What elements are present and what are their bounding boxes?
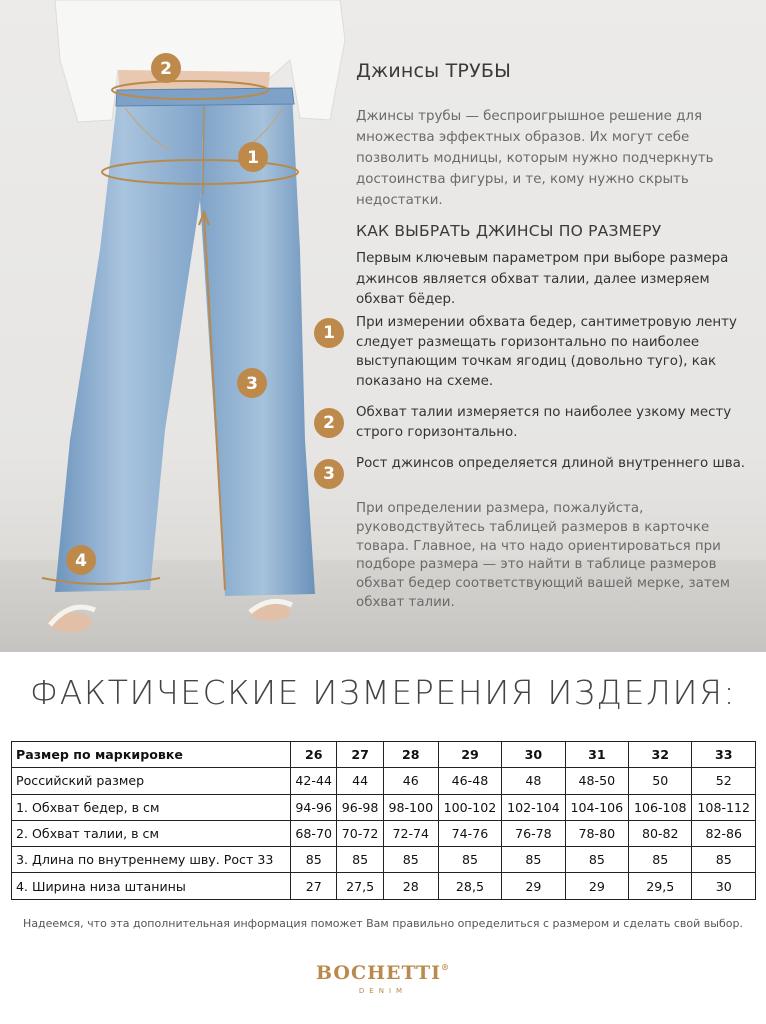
step-3-badge: 3: [314, 459, 344, 489]
table-cell: 85: [629, 847, 692, 873]
table-cell: 29: [502, 873, 565, 899]
header-cell: 29: [438, 742, 501, 768]
table-cell: 48: [502, 768, 565, 794]
table-cell: 30: [692, 873, 756, 899]
table-cell: 52: [692, 768, 756, 794]
marker-4: [66, 545, 96, 575]
header-cell: 28: [383, 742, 438, 768]
jeans-illustration: [0, 0, 360, 652]
table-cell: 85: [337, 847, 383, 873]
header-cell: 31: [565, 742, 628, 768]
table-cell: 46-48: [438, 768, 501, 794]
header-cell: 32: [629, 742, 692, 768]
row-label: 4. Ширина низа штанины: [12, 873, 291, 899]
table-cell: 68-70: [291, 820, 337, 846]
row-label: 1. Обхват бедер, в см: [12, 794, 291, 820]
table-cell: 85: [692, 847, 756, 873]
table-cell: 28: [383, 873, 438, 899]
step-1-badge: 1: [314, 318, 344, 348]
product-description: Джинсы трубы — беспроигрышное решение для множества эффектных образов. Их могут себе позволить модницы, которым нужно подчеркнуть достоинства фигуры, и те, кому нужно скрыть недостатки.: [356, 109, 714, 208]
table-cell: 106-108: [629, 794, 692, 820]
header-cell: 30: [502, 742, 565, 768]
howto-title: КАК ВЫБРАТЬ ДЖИНСЫ ПО РАЗМЕРУ: [356, 222, 662, 240]
table-cell: 74-76: [438, 820, 501, 846]
table-cell: 72-74: [383, 820, 438, 846]
table-cell: 44: [337, 768, 383, 794]
table-cell: 94-96: [291, 794, 337, 820]
table-row: [12, 820, 756, 846]
measurements-title: ФАКТИЧЕСКИЕ ИЗМЕРЕНИЯ ИЗДЕЛИЯ:: [29, 673, 737, 712]
size-table-header: [12, 742, 756, 768]
footnote: Надеемся, что эта дополнительная информация поможет Вам правильно определиться с размером и сделать свой выбор.: [23, 917, 743, 930]
table-cell: 42-44: [291, 768, 337, 794]
table-cell: 29,5: [629, 873, 692, 899]
marker-1: [238, 142, 268, 172]
table-cell: 70-72: [337, 820, 383, 846]
header-cell: Размер по маркировке: [12, 742, 291, 768]
table-cell: 48-50: [565, 768, 628, 794]
table-cell: 28,5: [438, 873, 501, 899]
brand-logo: [0, 962, 766, 995]
marker-4-label: 4: [75, 551, 87, 571]
table-row: [12, 873, 756, 899]
table-row: [12, 794, 756, 820]
howto-intro: Первым ключевым параметром при выборе размера джинсов является обхват талии, далее измеряем обхват бёдер.: [356, 251, 729, 307]
marker-3: [237, 368, 267, 398]
table-cell: 27: [291, 873, 337, 899]
table-cell: 104-106: [565, 794, 628, 820]
marker-1-label: 1: [247, 148, 259, 168]
row-label: 3. Длина по внутреннему шву. Рост 33: [12, 847, 291, 873]
marker-3-label: 3: [246, 374, 258, 394]
table-cell: 80-82: [629, 820, 692, 846]
table-cell: 85: [291, 847, 337, 873]
row-label: 2. Обхват талии, в см: [12, 820, 291, 846]
header-cell: 33: [692, 742, 756, 768]
table-cell: 100-102: [438, 794, 501, 820]
table-cell: 96-98: [337, 794, 383, 820]
table-cell: 98-100: [383, 794, 438, 820]
header-cell: 26: [291, 742, 337, 768]
step-2-text: Обхват талии измеряется по наиболее узкому месту строго горизонтально.: [356, 405, 732, 440]
registered-mark: ®: [441, 962, 450, 972]
table-cell: 108-112: [692, 794, 756, 820]
marker-2-label: 2: [160, 59, 172, 79]
table-row: [12, 768, 756, 794]
table-row: [12, 847, 756, 873]
step-1-text: При измерении обхвата бедер, сантиметровую ленту следует размещать горизонтально по наиболее выступающим точкам ягодиц (довольно туго), как показано на схеме.: [356, 315, 737, 389]
table-cell: 102-104: [502, 794, 565, 820]
size-table: [11, 741, 756, 900]
marker-2: [151, 53, 181, 83]
table-cell: 85: [502, 847, 565, 873]
table-cell: 50: [629, 768, 692, 794]
product-title: Джинсы ТРУБЫ: [356, 60, 512, 82]
table-cell: 85: [383, 847, 438, 873]
header-cell: 27: [337, 742, 383, 768]
table-cell: 29: [565, 873, 628, 899]
step-3-text: Рост джинсов определяется длиной внутреннего шва.: [356, 456, 746, 471]
howto-note: При определении размера, пожалуйста, руководствуйтесь таблицей размеров в карточке товара. Главное, на что надо ориентироваться при подборе размера — это найти в таблице размеров обхват бедер соответствующий вашей мерке, затем обхват талии.: [356, 501, 730, 610]
table-cell: 85: [438, 847, 501, 873]
table-cell: 78-80: [565, 820, 628, 846]
table-cell: 82-86: [692, 820, 756, 846]
step-2-badge: 2: [314, 408, 344, 438]
table-cell: 46: [383, 768, 438, 794]
brand-subtitle: DENIM: [358, 987, 408, 995]
left-leg: [55, 92, 205, 592]
table-cell: 76-78: [502, 820, 565, 846]
table-cell: 85: [565, 847, 628, 873]
brand-name: BOCHETTI: [315, 962, 441, 984]
row-label: Российский размер: [12, 768, 291, 794]
table-cell: 27,5: [337, 873, 383, 899]
